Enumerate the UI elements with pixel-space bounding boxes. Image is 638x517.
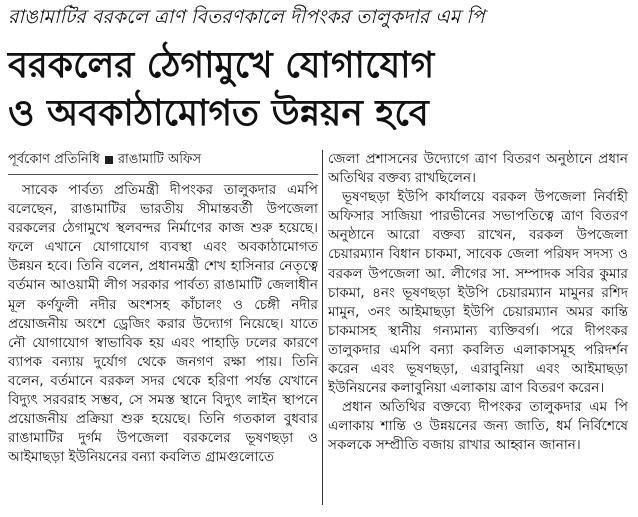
kicker: রাঙামাটির বরকলে ত্রাণ বিতরণকালে দীপংকর তালুকদার এম পি xyxy=(8,6,485,28)
body-paragraph: জেলা প্রশাসনের উদ্যোগে ত্রাণ বিতরণ অনুষ্ঠানে প্রধান অতিথির বক্তব্য রাখছিলেন। xyxy=(328,151,628,187)
byline xyxy=(8,150,318,170)
headline-line-1: বরকলের ঠেগামুখে যোগাযোগ xyxy=(8,45,435,86)
column-divider xyxy=(322,150,323,505)
square-bullet-icon xyxy=(105,156,113,164)
body-paragraph: প্রধান অতিথির বক্তব্যে দীপংকর তালুকদার এম পি এলাকায় শান্তি ও উন্নয়নের জন্য জাতি, ধর্ম নির্বিশেষে সকলকে সম্প্রীতি বজায় রাখার আহ্বান জানান। xyxy=(328,399,628,454)
left-column xyxy=(8,150,318,467)
byline-rule xyxy=(8,174,318,175)
body-paragraph: সাবেক পার্বত্য প্রতিমন্ত্রী দীপংকর তালুকদার এমপি বলেছেন, রাঙামাটির ভারতীয় সীমান্তবর্তী উপজেলা বরকলের ঠেগামুখে স্থলবন্দর নির্মাণের কাজ শুরু হয়েছে। ফলে এখানে যোগাযোগ ব্যবস্থা এবং অবকাঠামোগত উন্নয়ন হবে। তিনি বলেন, প্রধানমন্ত্রী শেখ হাসিনার নেতৃত্বে বর্তমান আওয়ামী লীগ সরকার পার্বত্য রাঙামাটি জেলাধীন মূল কর্ণফুলী নদীর অংশসহ কাঁচালং ও চেঙ্গী নদীর প্রয়োজনীয় অংশে ড্রেজিং করার উদ্যোগ নিয়েছে। যাতে নৌ যোগাযোগ স্বাভাবিক হয় এবং পাহাড়ি ঢলের কারণে ব্যাপক বন্যায় দুর্যোগ থেকে জনগণ রক্ষা পায়। তিনি বলেন, বর্তমানে বরকল সদর থেকে হরিণা পর্যন্ত যেখানে বিদ্যুৎ সরবরাহ সম্ভব, সে সমস্ত স্থানে বিদ্যুৎ লাইন স্থাপনে প্রয়োজনীয় প্রক্রিয়া শুরু হয়েছে। তিনি গতকাল বুধবার রাঙামাটির দুর্গম উপজেলা বরকলের ভূষণছড়া ও আইমাছড়া ইউনিয়নের বন্যা কবলিত গ্রামগুলোতে xyxy=(8,182,318,466)
headline-line-2: ও অবকাঠামোগত উন্নয়ন হবে xyxy=(8,93,429,134)
right-column xyxy=(328,150,628,456)
headline xyxy=(8,42,630,138)
byline-reporter: পূর্বকোণ প্রতিনিধি xyxy=(8,152,100,167)
byline-office: রাঙামাটি অফিস xyxy=(117,152,202,167)
body-paragraph: ভূষণছড়া ইউপি কার্যালয়ে বরকল উপজেলা নির্বাহী অফিসার সাজিয়া পারভীনের সভাপতিত্বে ত্রাণ বিতরণ অনুষ্ঠানে আরো বক্তব্য রাখেন, বরকল উপজেলা চেয়ারম্যান বিধান চাকমা, সাবেক জেলা পরিষদ সদস্য ও বরকল উপজেলা আ. লীগের সা. সম্পাদক সবির কুমার চাকমা, ৪নং ভূষণছড়া ইউপি চেয়ারম্যান মামুনর রশিদ মামুন, ৩নং আইমাছড়া ইউপি চেয়ারম্যান অমর কান্তি চাকমাসহ স্থানীয় গন্যমান্য ব্যক্তিবর্গ। পরে দীপংকর তালুকদার এমপি বন্যা কবলিত এলাকাসমূহ পরিদর্শন করেন এবং ভূষণছড়া, এরাবুনিয়া এবং আইমাছড়া ইউনিয়নের কলাবুনিয়া এলাকায় ত্রাণ বিতরণ করেন। xyxy=(328,189,628,397)
